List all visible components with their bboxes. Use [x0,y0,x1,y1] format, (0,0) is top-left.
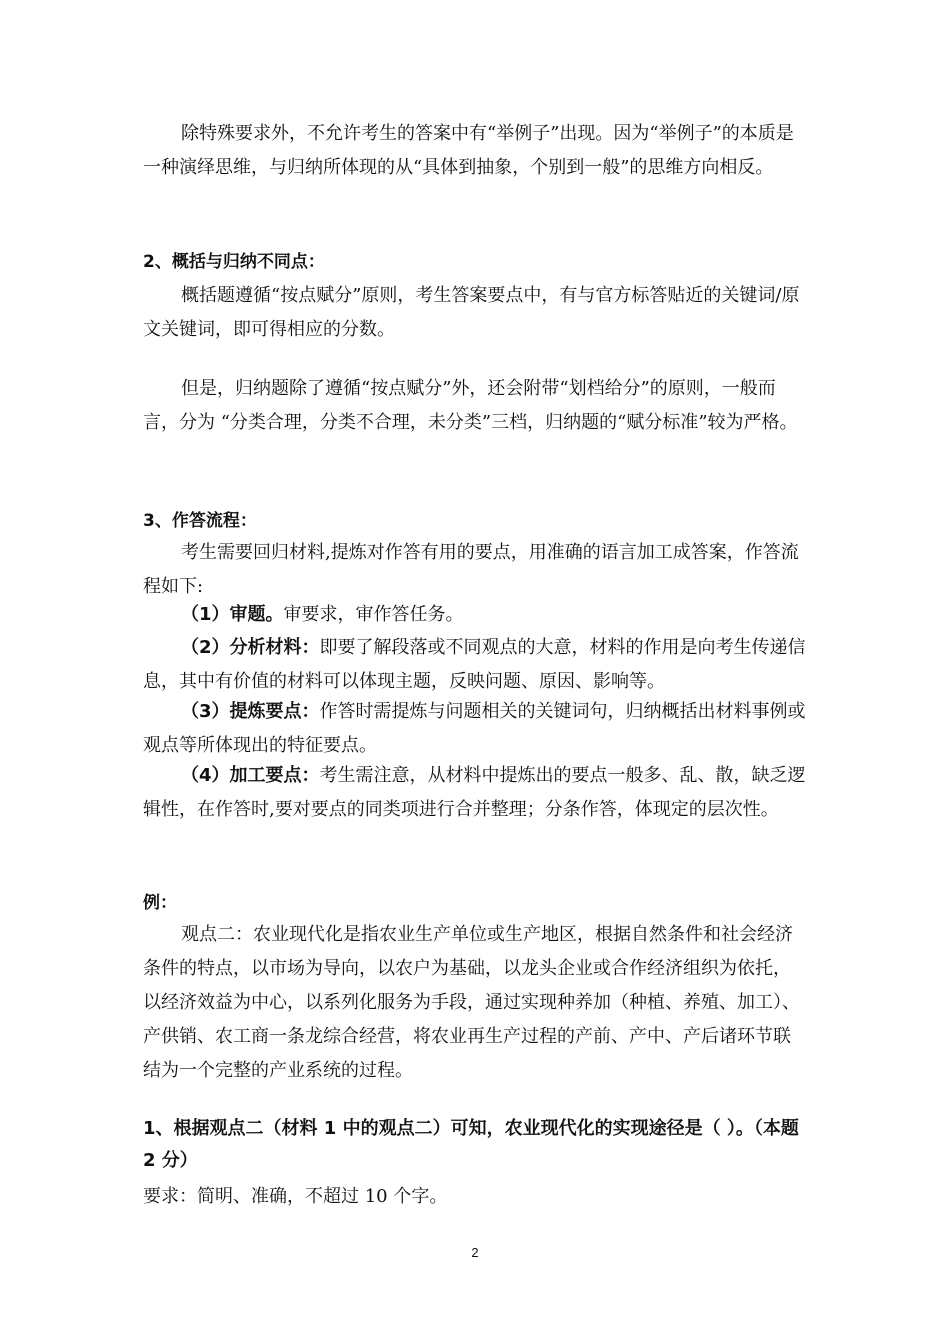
step-4-label: （4）加工要点： [181,765,320,786]
step-3-text: 作答时需提炼与问题相关的关键词句，归纳概括出材料事例或观点等所体现出的特征要点。 [143,701,806,756]
page-number: 2 [471,1245,479,1260]
paragraph-summary-scoring: 概括题遵循“按点赋分”原则，考生答案要点中，有与官方标答贴近的关键词/原文关键词，即可得相应的分数。 [143,285,800,340]
step-1-text: 审要求，审作答任务。 [283,604,464,625]
question-text: 1、根据观点二（材料 1 中的观点二）可知，农业现代化的实现途径是（ ）。（本题 2 分） [143,1118,799,1171]
step-2-text: 即要了解段落或不同观点的大意，材料的作用是向考生传递信息，其中有价值的材料可以体现主题，反映问题、原因、影响等。 [143,637,806,692]
step-1-label: （1）审题。 [181,604,284,625]
paragraph-process-intro: 考生需要回归材料,提炼对作答有用的要点，用准确的语言加工成答案，作答流程如下: [143,542,799,597]
step-2-label: （2）分析材料： [181,637,320,658]
section-heading-2: 2、概括与归纳不同点： [143,252,325,272]
section-heading-3: 3、作答流程： [143,511,257,531]
example-paragraph: 观点二：农业现代化是指农业生产单位或生产地区，根据自然条件和社会经济条件的特点，以市场为导向，以农户为基础，以龙头企业或合作经济组织为依托，以经济效益为中心，以系列化服务为手段，通过实现种养加（种植、养殖、加工）、产供销、农工商一条龙综合经营，将农业再生产过程的产前、产中、产后诸环节联结为一个完整的产业系统的过程。 [143,924,800,1081]
step-3 [143,695,808,763]
paragraph-intro: 除特殊要求外，不允许考生的答案中有“举例子”出现。因为“举例子”的本质是一种演绎思维，与归纳所体现的从“具体到抽象，个别到一般”的思维方向相反。 [143,123,794,178]
example-heading: 例： [143,893,177,913]
question-requirement: 要求：简明、准确，不超过 10 个字。 [143,1186,448,1207]
step-3-label: （3）提炼要点： [181,701,320,722]
step-2 [143,631,808,699]
step-4-text: 考生需注意，从材料中提炼出的要点一般多、乱、散，缺乏逻辑性，在作答时,要对要点的同类项进行合并整理；分条作答，体现定的层次性。 [143,765,806,820]
step-1 [143,598,808,632]
step-4 [143,759,808,827]
paragraph-induction-scoring: 但是，归纳题除了遵循“按点赋分”外，还会附带“划档给分”的原则，一般而言，分为 “分类合理，分类不合理，未分类”三档，归纳题的“赋分标准”较为严格。 [143,378,798,433]
